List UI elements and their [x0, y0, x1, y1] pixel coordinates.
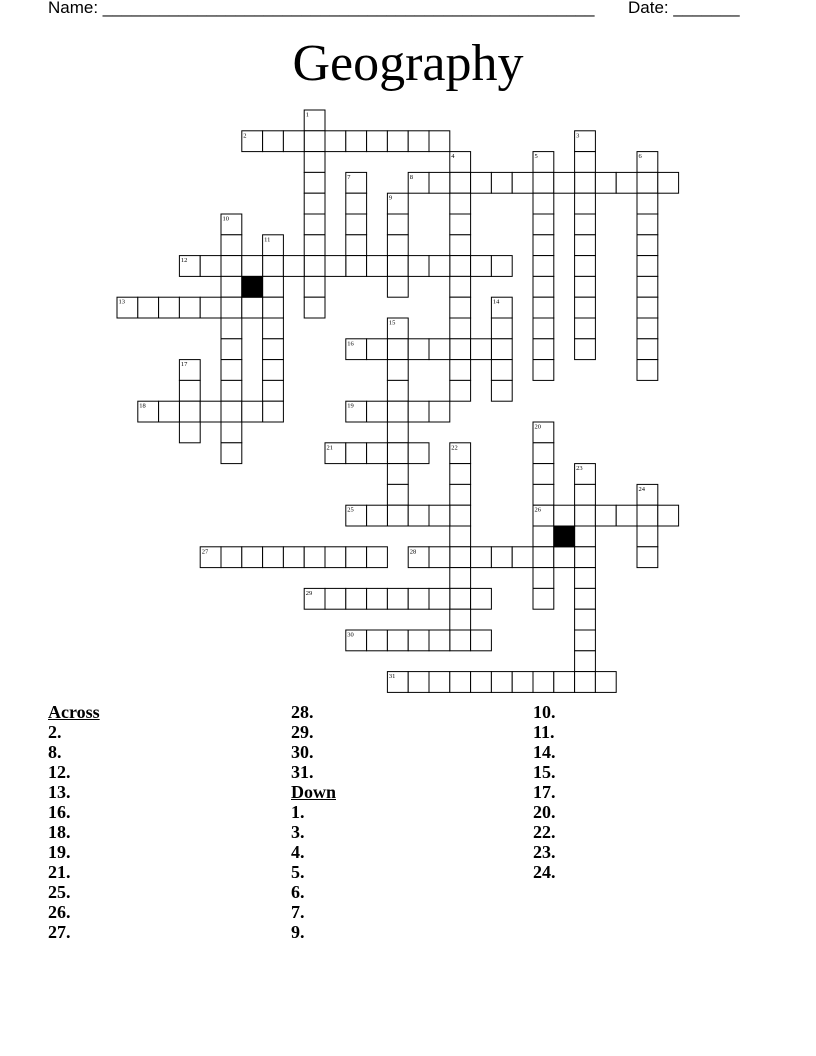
clue-number: 23	[576, 465, 583, 473]
grid-cell[interactable]	[304, 152, 325, 173]
grid-cell[interactable]	[450, 318, 471, 339]
down-clue: 4.	[291, 842, 305, 862]
grid-cell[interactable]	[242, 256, 263, 277]
grid-cell[interactable]	[450, 193, 471, 214]
grid-cell[interactable]	[387, 339, 408, 360]
across-clue: 31.	[291, 762, 314, 782]
grid-cell[interactable]	[200, 256, 221, 277]
clue-number: 7	[347, 173, 351, 181]
clue-number: 15	[388, 319, 396, 327]
down-clue: 7.	[291, 902, 305, 922]
grid-cell[interactable]	[429, 131, 450, 152]
grid-cell[interactable]	[200, 297, 221, 318]
grid-cell[interactable]	[221, 360, 242, 381]
grid-cell[interactable]	[159, 401, 180, 422]
grid-cell[interactable]	[575, 630, 596, 651]
grid-cell[interactable]	[179, 401, 200, 422]
grid-cell[interactable]	[221, 401, 242, 422]
clue-number: 13	[118, 298, 125, 306]
grid-cell[interactable]	[387, 131, 408, 152]
grid-cell[interactable]	[575, 318, 596, 339]
grid-cell[interactable]	[221, 339, 242, 360]
clue-number: 8	[409, 173, 413, 181]
grid-cell[interactable]	[429, 588, 450, 609]
grid-cell[interactable]	[637, 318, 658, 339]
grid-cell[interactable]	[512, 172, 533, 193]
clue-number: 26	[534, 506, 541, 514]
grid-cell[interactable]	[512, 672, 533, 693]
grid-cell[interactable]	[637, 297, 658, 318]
grid-cell[interactable]	[221, 443, 242, 464]
grid-cell[interactable]	[263, 360, 284, 381]
page-title: Geography	[292, 35, 524, 92]
grid-cell[interactable]	[471, 588, 492, 609]
grid-cell[interactable]	[533, 360, 554, 381]
grid-cell[interactable]	[533, 339, 554, 360]
grid-cell[interactable]	[242, 547, 263, 568]
grid-cell[interactable]	[304, 297, 325, 318]
grid-cell[interactable]	[179, 297, 200, 318]
grid-cell[interactable]	[387, 443, 408, 464]
grid-cell[interactable]	[429, 505, 450, 526]
date-field-label[interactable]: Date: _______	[628, 0, 740, 17]
grid-cell[interactable]	[491, 672, 512, 693]
grid-cell[interactable]	[450, 526, 471, 547]
down-clue: 11.	[533, 722, 555, 742]
grid-cell[interactable]	[387, 422, 408, 443]
grid-cell[interactable]	[637, 235, 658, 256]
grid-cell[interactable]	[658, 172, 679, 193]
clue-column-2	[291, 702, 491, 942]
grid-cell[interactable]	[263, 339, 284, 360]
clue-number: 1	[305, 111, 309, 119]
grid-cell[interactable]	[387, 276, 408, 297]
grid-cell[interactable]	[637, 193, 658, 214]
grid-cell[interactable]	[616, 172, 637, 193]
grid-cell[interactable]	[450, 630, 471, 651]
grid-cell[interactable]	[429, 672, 450, 693]
grid-cell[interactable]	[471, 630, 492, 651]
grid-cell[interactable]	[450, 235, 471, 256]
grid-cell[interactable]	[575, 256, 596, 277]
grid-cell[interactable]	[554, 547, 575, 568]
grid-cell[interactable]	[533, 672, 554, 693]
grid-cell[interactable]	[304, 547, 325, 568]
grid-cell[interactable]	[575, 672, 596, 693]
grid-cell[interactable]	[533, 256, 554, 277]
grid-cell[interactable]	[533, 526, 554, 547]
black-square	[242, 276, 263, 297]
grid-cell[interactable]	[283, 131, 304, 152]
grid-cell[interactable]	[408, 443, 429, 464]
grid-cell[interactable]	[346, 131, 367, 152]
grid-cell[interactable]	[533, 484, 554, 505]
grid-cell[interactable]	[346, 256, 367, 277]
grid-cell[interactable]	[429, 172, 450, 193]
grid-cell[interactable]	[346, 588, 367, 609]
grid-cell[interactable]	[575, 152, 596, 173]
down-clue: 6.	[291, 882, 305, 902]
grid-cell[interactable]	[304, 256, 325, 277]
grid-cell[interactable]	[387, 464, 408, 485]
grid-cell[interactable]	[429, 547, 450, 568]
grid-cell[interactable]	[346, 235, 367, 256]
clue-number: 9	[388, 194, 393, 202]
grid-cell[interactable]	[263, 318, 284, 339]
grid-cell[interactable]	[221, 276, 242, 297]
grid-cell[interactable]	[159, 297, 180, 318]
clue-number: 10	[222, 215, 229, 223]
grid-cell[interactable]	[450, 339, 471, 360]
grid-cell[interactable]	[304, 193, 325, 214]
down-clue: 5.	[291, 862, 305, 882]
across-clue: 26.	[48, 902, 71, 922]
grid-cell[interactable]	[450, 588, 471, 609]
grid-cell[interactable]	[325, 131, 346, 152]
clue-column-3	[533, 702, 733, 882]
clue-number: 2	[243, 132, 247, 140]
grid-cell[interactable]	[263, 297, 284, 318]
across-clue: 30.	[291, 742, 314, 762]
grid-cell[interactable]	[637, 360, 658, 381]
grid-cell[interactable]	[304, 131, 325, 152]
grid-cell[interactable]	[533, 172, 554, 193]
grid-cell[interactable]	[450, 464, 471, 485]
clue-list	[0, 702, 816, 962]
grid-cell[interactable]	[387, 380, 408, 401]
grid-cell[interactable]	[575, 235, 596, 256]
grid-cell[interactable]	[575, 609, 596, 630]
down-clue: 14.	[533, 742, 556, 762]
grid-cell[interactable]	[575, 484, 596, 505]
black-square	[554, 526, 575, 547]
grid-cell[interactable]	[575, 588, 596, 609]
grid-cell[interactable]	[450, 609, 471, 630]
grid-cell[interactable]	[575, 651, 596, 672]
grid-cell[interactable]	[533, 588, 554, 609]
grid-cell[interactable]	[637, 256, 658, 277]
grid-cell[interactable]	[491, 547, 512, 568]
grid-cell[interactable]	[533, 547, 554, 568]
grid-cell[interactable]	[367, 505, 388, 526]
grid-cell[interactable]	[408, 339, 429, 360]
grid-cell[interactable]	[471, 672, 492, 693]
grid-cell[interactable]	[242, 401, 263, 422]
grid-cell[interactable]	[263, 547, 284, 568]
down-clue: 9.	[291, 922, 305, 942]
clue-number: 22	[451, 444, 458, 452]
grid-cell[interactable]	[242, 297, 263, 318]
grid-cell[interactable]	[575, 339, 596, 360]
clue-number: 21	[326, 444, 333, 452]
grid-cell[interactable]	[304, 235, 325, 256]
clue-number: 29	[305, 589, 313, 597]
grid-cell[interactable]	[595, 505, 616, 526]
grid-cell[interactable]	[575, 568, 596, 589]
grid-cell[interactable]	[221, 380, 242, 401]
grid-cell[interactable]	[575, 193, 596, 214]
grid-cell[interactable]	[450, 380, 471, 401]
grid-cell[interactable]	[450, 547, 471, 568]
clue-number: 5	[534, 153, 538, 161]
grid-cell[interactable]	[367, 339, 388, 360]
name-field-label[interactable]: Name: ____________________________________________________	[48, 0, 595, 17]
clue-column-1	[48, 702, 248, 942]
grid-cell[interactable]	[263, 380, 284, 401]
grid-cell[interactable]	[304, 276, 325, 297]
grid-cell[interactable]	[346, 193, 367, 214]
clue-number: 27	[201, 548, 209, 556]
grid-cell[interactable]	[346, 443, 367, 464]
clue-number: 4	[451, 153, 455, 161]
grid-cell[interactable]	[450, 672, 471, 693]
across-clue: 8.	[48, 742, 62, 762]
grid-cell[interactable]	[471, 339, 492, 360]
clue-number: 25	[347, 506, 354, 514]
clue-number: 11	[264, 236, 271, 244]
grid-cell[interactable]	[595, 672, 616, 693]
down-clue: 3.	[291, 822, 305, 842]
grid-cell[interactable]	[450, 568, 471, 589]
grid-cell[interactable]	[471, 547, 492, 568]
grid-cell[interactable]	[575, 172, 596, 193]
across-clue: 12.	[48, 762, 71, 782]
grid-cell[interactable]	[221, 422, 242, 443]
grid-cell[interactable]	[367, 131, 388, 152]
grid-cell[interactable]	[533, 276, 554, 297]
grid-cell[interactable]	[450, 360, 471, 381]
clue-number: 24	[638, 485, 645, 493]
grid-cell[interactable]	[450, 214, 471, 235]
grid-cell[interactable]	[179, 422, 200, 443]
across-clue: 18.	[48, 822, 71, 842]
grid-cell[interactable]	[387, 630, 408, 651]
grid-cell[interactable]	[221, 318, 242, 339]
grid-cell[interactable]	[179, 380, 200, 401]
grid-cell[interactable]	[637, 505, 658, 526]
grid-cell[interactable]	[471, 256, 492, 277]
down-clue: 20.	[533, 802, 556, 822]
down-clue: 23.	[533, 842, 556, 862]
grid-cell[interactable]	[304, 214, 325, 235]
grid-cell[interactable]	[450, 505, 471, 526]
across-clue: 25.	[48, 882, 71, 902]
grid-cell[interactable]	[554, 505, 575, 526]
across-clue: 13.	[48, 782, 71, 802]
grid-cell[interactable]	[450, 484, 471, 505]
grid-cell[interactable]	[616, 505, 637, 526]
grid-cell[interactable]	[304, 172, 325, 193]
down-clue: 17.	[533, 782, 556, 802]
grid-cell[interactable]	[263, 401, 284, 422]
grid-cell[interactable]	[637, 172, 658, 193]
clue-number: 14	[492, 298, 500, 306]
grid-cell[interactable]	[575, 526, 596, 547]
grid-cell[interactable]	[283, 256, 304, 277]
grid-cell[interactable]	[471, 172, 492, 193]
grid-cell[interactable]	[221, 235, 242, 256]
grid-cell[interactable]	[263, 256, 284, 277]
grid-cell[interactable]	[200, 401, 221, 422]
grid-cell[interactable]	[491, 360, 512, 381]
grid-cell[interactable]	[408, 588, 429, 609]
grid-cell[interactable]	[575, 276, 596, 297]
grid-cell[interactable]	[512, 547, 533, 568]
grid-cell[interactable]	[491, 172, 512, 193]
grid-cell[interactable]	[491, 339, 512, 360]
grid-cell[interactable]	[367, 401, 388, 422]
grid-cell[interactable]	[450, 276, 471, 297]
grid-cell[interactable]	[408, 256, 429, 277]
clue-number: 30	[347, 631, 354, 639]
grid-cell[interactable]	[283, 547, 304, 568]
clue-number: 6	[638, 153, 642, 161]
grid-cell[interactable]	[637, 547, 658, 568]
grid-cell[interactable]	[595, 172, 616, 193]
grid-cell[interactable]	[637, 276, 658, 297]
grid-cell[interactable]	[346, 214, 367, 235]
grid-cell[interactable]	[658, 505, 679, 526]
grid-cell[interactable]	[429, 401, 450, 422]
grid-cell[interactable]	[367, 588, 388, 609]
clue-number: 28	[409, 548, 417, 556]
grid-cell[interactable]	[387, 484, 408, 505]
grid-cell[interactable]	[138, 297, 159, 318]
grid-cell[interactable]	[533, 568, 554, 589]
down-clue: 1.	[291, 802, 305, 822]
grid-cell[interactable]	[408, 401, 429, 422]
grid-cell[interactable]	[637, 526, 658, 547]
grid-cell[interactable]	[533, 464, 554, 485]
grid-cell[interactable]	[533, 297, 554, 318]
grid-cell[interactable]	[387, 235, 408, 256]
grid-cell[interactable]	[387, 214, 408, 235]
across-clue: 21.	[48, 862, 71, 882]
clue-number: 16	[347, 340, 354, 348]
grid-cell[interactable]	[325, 547, 346, 568]
down-heading: Down	[291, 782, 337, 802]
grid-cell[interactable]	[533, 235, 554, 256]
grid-cell[interactable]	[367, 547, 388, 568]
grid-cell[interactable]	[387, 505, 408, 526]
grid-cell[interactable]	[387, 401, 408, 422]
across-clue: 19.	[48, 842, 71, 862]
grid-cell[interactable]	[429, 339, 450, 360]
grid-cell[interactable]	[554, 672, 575, 693]
clue-number: 18	[139, 402, 146, 410]
down-clue: 24.	[533, 862, 556, 882]
grid-cell[interactable]	[575, 547, 596, 568]
grid-cell[interactable]	[554, 172, 575, 193]
grid-cell[interactable]	[367, 630, 388, 651]
down-clue: 22.	[533, 822, 556, 842]
grid-cell[interactable]	[367, 443, 388, 464]
grid-cell[interactable]	[450, 172, 471, 193]
grid-cell[interactable]	[533, 214, 554, 235]
grid-cell[interactable]	[408, 131, 429, 152]
grid-cell[interactable]	[387, 360, 408, 381]
grid-cell[interactable]	[408, 672, 429, 693]
across-clue: 28.	[291, 702, 314, 722]
grid-cell[interactable]	[325, 588, 346, 609]
down-clue: 10.	[533, 702, 556, 722]
grid-cell[interactable]	[637, 339, 658, 360]
grid-cell[interactable]	[221, 256, 242, 277]
clue-number: 17	[180, 361, 188, 369]
across-clue: 27.	[48, 922, 71, 942]
across-clue: 2.	[48, 722, 62, 742]
across-clue: 16.	[48, 802, 71, 822]
grid-cell[interactable]	[387, 256, 408, 277]
grid-cell[interactable]	[533, 193, 554, 214]
clue-number: 19	[347, 402, 354, 410]
grid-cell[interactable]	[408, 505, 429, 526]
clue-number: 12	[180, 257, 188, 265]
grid-cell[interactable]	[575, 505, 596, 526]
clue-number: 20	[534, 423, 541, 431]
grid-cell[interactable]	[450, 256, 471, 277]
across-clue: 29.	[291, 722, 314, 742]
grid-cell[interactable]	[346, 547, 367, 568]
grid-cell[interactable]	[637, 214, 658, 235]
grid-cell[interactable]	[491, 318, 512, 339]
grid-cell[interactable]	[429, 630, 450, 651]
grid-cell[interactable]	[533, 318, 554, 339]
grid-cell[interactable]	[325, 256, 346, 277]
grid-cell[interactable]	[491, 380, 512, 401]
grid-cell[interactable]	[533, 443, 554, 464]
grid-cell[interactable]	[221, 297, 242, 318]
grid-cell[interactable]	[450, 297, 471, 318]
grid-cell[interactable]	[408, 630, 429, 651]
grid-cell[interactable]	[575, 297, 596, 318]
grid-cell[interactable]	[367, 256, 388, 277]
clue-number: 31	[388, 673, 396, 681]
grid-cell[interactable]	[491, 256, 512, 277]
grid-cell[interactable]	[387, 588, 408, 609]
grid-cell[interactable]	[429, 256, 450, 277]
grid-cell[interactable]	[221, 547, 242, 568]
across-heading: Across	[48, 702, 100, 722]
clue-number: 3	[576, 132, 580, 140]
down-clue: 15.	[533, 762, 556, 782]
grid-cell[interactable]	[263, 276, 284, 297]
grid-cell[interactable]	[575, 214, 596, 235]
grid-cell[interactable]	[263, 131, 284, 152]
